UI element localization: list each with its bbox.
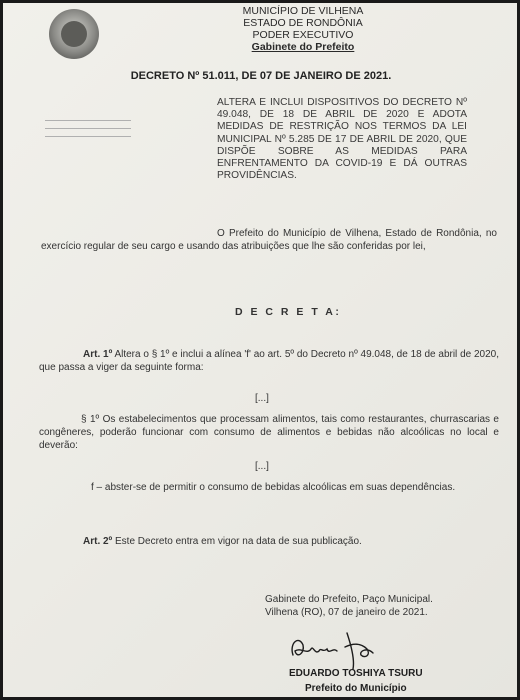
seal-center [61, 21, 87, 47]
paragraph-1: § 1º Os estabelecimentos que processam alimentos, tais como restaurantes, churrascarias e congêneres, poderão funcionar com consumo de alimentos e bebidas não alcoólicas no local e deverão: [39, 414, 499, 451]
article-1-text: Altera o § 1º e inclui a alínea 'f' ao art. 5º do Decreto nº 49.048, de 18 de abril de 2020, que passa a viger da seguinte forma: [39, 349, 499, 373]
ellipsis-marker: [...] [255, 461, 269, 472]
ellipsis-marker: [...] [255, 393, 269, 404]
article-1-label: Art. 1º [83, 349, 113, 360]
stamp-line [45, 123, 131, 129]
place-line: Gabinete do Prefeito, Paço Municipal. [265, 594, 433, 605]
signatory-name: EDUARDO TOSHIYA TSURU [289, 668, 423, 679]
decreta-heading: D E C R E T A: [235, 306, 342, 318]
state-name: ESTADO DE RONDÔNIA [243, 17, 363, 29]
article-2-label: Art. 2º [83, 536, 113, 547]
date-line: Vilhena (RO), 07 de janeiro de 2021. [265, 606, 428, 618]
handwritten-signature-icon [285, 625, 395, 671]
stamp-line [45, 115, 131, 121]
branch-name: PODER EXECUTIVO [252, 29, 354, 41]
municipal-seal-icon [49, 9, 99, 59]
article-1 [39, 348, 499, 374]
decree-ementa: ALTERA E INCLUI DISPOSITIVOS DO DECRETO Nº 49.048, DE 18 DE ABRIL DE 2020 E ADOTA MEDIDAS DE RESTRIÇÃO NOS TERMOS DA LEI MUNICIPAL Nº 5.285 DE 17 DE ABRIL DE 2020, QUE DISPÕE SOBRE AS MEDIDAS PARA ENFRENTAMENTO DA COVID-19 E DÁ OUTRAS PROVIDÊNCIAS. [217, 97, 467, 182]
publication-stamp [45, 115, 131, 145]
municipality-name: MUNICÍPIO DE VILHENA [242, 5, 364, 17]
alinea-f: f – abster-se de permitir o consumo de bebidas alcoólicas em suas dependências. [91, 482, 456, 493]
document-page [3, 3, 517, 697]
article-2-text: Este Decreto entra em vigor na data de sua publicação. [112, 536, 362, 547]
stamp-line [45, 131, 131, 137]
office-name: Gabinete do Prefeito [251, 41, 355, 53]
article-2 [83, 535, 503, 548]
signatory-role: Prefeito do Município [305, 683, 407, 694]
signature-place-date [265, 594, 475, 619]
decree-title: DECRETO Nº 51.011, DE 07 DE JANEIRO DE 2021. [130, 70, 392, 82]
letterhead [213, 5, 393, 53]
preamble: O Prefeito do Município de Vilhena, Estado de Rondônia, no exercício regular de seu cargo e usando das atribuições que lhe são conferidas por lei, [41, 228, 497, 252]
